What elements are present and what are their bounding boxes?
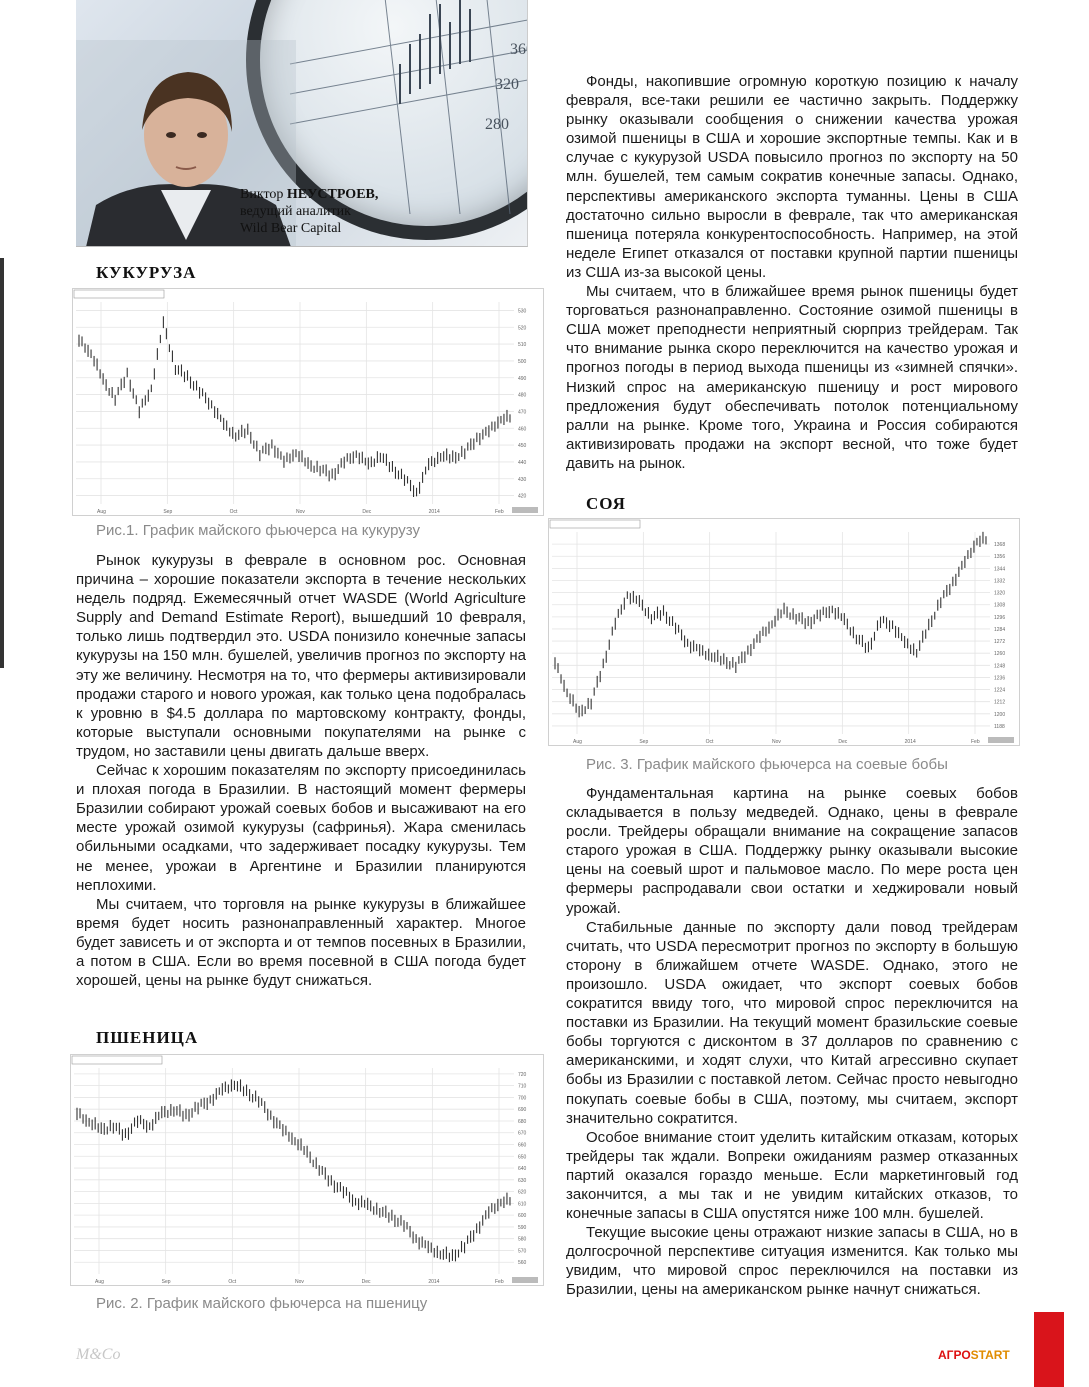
wheat-futures-chart [70,1054,544,1286]
symbol-selector [74,290,164,298]
y-tick-label: 500 [518,358,527,365]
y-tick-label: 690 [518,1107,527,1114]
svg-text:280: 280 [485,116,509,133]
x-tick-label: Dec [361,1279,371,1285]
soy-paragraph-2: Стабильные данные по экспорту дали повод трейдерам считать, что USDA пересмотрит прогноз по экспорту в большую сторону в ближайшем отчете WASDE. Однако, этого не произошло. USDA ожидает, что экспорт соевых бобов сократится ввиду того, что мировой спрос переключится на поставки из Бразилии. На текущий момент бразильские соевые бобы торгуются с дисконтом в 37 долларов по сравнению с американскими, и ходят слухи, что Китай агрессивно скупает бобы из Бразилии с поставкой летом. Сейчас просто невыгодно покупать соевые бобы в США, поэтому, мы считаем, экспорт значительно сократится. [566,918,1018,1127]
wheat-text [566,72,1018,473]
y-tick-label: 1272 [994,639,1006,646]
y-tick-label: 700 [518,1095,527,1102]
y-tick-label: 660 [518,1142,527,1149]
chart-frame [73,289,544,516]
chart-scroll-handle [512,507,538,513]
x-tick-label: Sep [161,1279,171,1285]
fig3-caption: Рис. 3. График майского фьючерса на соевые бобы [586,756,948,773]
soy-paragraph-1: Фундаментальная картина на рынке соевых бобов складывается в пользу медведей. Однако, цены в феврале росли. Трейдеры обращали внимание на сокращение запасов старого урожая в США. Поддержку рынку оказывали высокие цены на соевый шрот и пальмовое масло. По мере роста цен фермеры распродавали свои остатки и хеджировали новый урожай. [566,785,1018,917]
y-tick-label: 680 [518,1118,527,1125]
wheat-chart-svg [70,1054,544,1286]
wheat-paragraph-2: Мы считаем, что в ближайшее время рынок пшеницы будет торговаться разнонаправленно. Состояние озимой пшеницы в США может преподнести неприятный сюрприз трейдерам. Так что внимание рынка скоро переключится на качество урожая и прогноз погоды в период выхода пшеницы из «зимней спячки». Низкий спрос на американскую пшеницу и рост мирового предложения будут обеспечивать потолок потенциальному ралли на рынке. Кроме того, Украина и Россия собираются активизировать продажи на экспорт весной, что тоже будет давить на рынок. [566,283,1018,472]
corn-paragraph-3: Мы считаем, что торговля на рынке кукурузы в ближайшее время будет носить разнонаправленный характер. Многое будет зависеть и от экспорта и от темпов посевных в Бразилии, а потом в США. Если во время посевной в США погода будет хорошей, цены на рынке будут снижаться. [76,895,526,990]
x-tick-label: Aug [573,739,582,745]
y-tick-label: 510 [518,342,527,349]
header-photo [76,0,534,247]
x-tick-label: Feb [971,739,980,745]
svg-text:320: 320 [495,76,519,93]
soy-section-title: СОЯ [586,494,626,513]
x-tick-label: Oct [705,739,714,745]
y-tick-label: 490 [518,375,527,382]
y-tick-label: 1296 [994,614,1006,621]
soy-text [566,784,1018,1300]
fig1-caption: Рис.1. График майского фьючерса на кукурузу [96,522,420,539]
y-tick-label: 560 [518,1260,527,1267]
x-tick-label: Nov [296,509,305,515]
x-tick-label: Aug [95,1279,104,1285]
brand-suffix: START [970,1348,1010,1362]
y-tick-label: 530 [518,308,527,315]
y-tick-label: 1236 [994,675,1006,682]
wheat-paragraph-1: Фонды, накопившие огромную короткую позицию к началу февраля, все-таки решили ее частично закрыть. Поддержку рынку оказывали сообщения о снижении качества урожая озимой пшеницы в США и хорошие экспортные темпы. Как и в случае с кукурузой USDA повысило прогноз по экспорту на 50 млн. бушелей, тем самым сократив конечные запасы. Однако, перспективы американского экспорта туманны. Цены в США достаточно сильно выросли в феврале, так что американская пшеница потеряла конкурентоспособность. Например, на этой неделе Египет отказался от поставки крупной партии пшеницы из США из-за высокой цены. [566,73,1018,281]
x-tick-label: 2014 [428,1279,440,1285]
footer-brand [938,1348,1010,1362]
x-tick-label: Dec [362,509,372,515]
svg-text:360: 360 [510,41,534,58]
page-tab [1034,1312,1064,1387]
author-company: Wild Bear Capital [240,221,342,236]
y-tick-label: 620 [518,1189,527,1196]
x-tick-label: Oct [228,1279,237,1285]
corn-paragraph-2: Сейчас к хорошим показателям по экспорту присоединилась и плохая погода в Бразилии. В настоящий момент фермеры Бразилии собирают урожай соевых бобов и высаживают на его месте урожай озимой кукурузы (сафринья). Жара сменилась обильными осадками, что задерживает посадку кукурузы. Тем не менее, урожаи в Аргентине и Бразилии планируются неплохими. [76,762,526,894]
y-tick-label: 1284 [994,626,1006,633]
y-tick-label: 640 [518,1166,527,1173]
y-tick-label: 610 [518,1201,527,1208]
y-tick-label: 1260 [994,651,1006,658]
chart-scroll-handle [988,737,1014,743]
corn-text [76,551,526,990]
x-tick-label: Sep [163,509,173,515]
author-name [240,186,410,203]
y-tick-label: 590 [518,1224,527,1231]
x-tick-label: Nov [295,1279,304,1285]
y-tick-label: 570 [518,1248,527,1255]
brand-prefix: АГРО [938,1348,971,1362]
wheat-section-title: ПШЕНИЦА [96,1028,199,1047]
y-tick-label: 470 [518,409,527,416]
soy-paragraph-4: Текущие высокие цены отражают низкие запасы в США, но в долгосрочной перспективе ситуация изменится. Как только мы увидим, что мировой спрос переключился на поставки из Бразилии, цены на американском рынке начнут снижаться. [566,1224,1018,1299]
y-tick-label: 460 [518,426,527,433]
symbol-selector [550,520,640,528]
x-tick-label: Feb [495,509,504,515]
fig2-caption: Рис. 2. График майского фьючерса на пшеницу [96,1295,428,1312]
y-tick-label: 600 [518,1213,527,1220]
y-tick-label: 670 [518,1130,527,1137]
y-tick-label: 650 [518,1154,527,1161]
y-tick-label: 1356 [994,554,1006,561]
corn-futures-chart [72,288,544,516]
corn-section-title: КУКУРУЗА [96,263,197,282]
corn-chart-svg [72,288,544,516]
x-tick-label: Dec [838,739,848,745]
footer-logo-mark: M&Co [76,1346,121,1363]
y-tick-label: 720 [518,1071,527,1078]
x-tick-label: Nov [772,739,781,745]
chart-frame [549,519,1020,746]
y-tick-label: 710 [518,1083,527,1090]
corn-paragraph-1: Рынок кукурузы в феврале в основном рос. Основная причина – хорошие показатели экспорта в течение нескольких недель подряд. Ежемесячный отчет WASDE (World Agriculture Supply and Demand Estimate Report), вышедший 10 февраля, только лишь подтвердил это. USDA понизило конечные запасы кукурузы на 150 млн. бушелей, увеличив прогноз по экспорту на эту же величину. Несмотря на то, что фермеры активизировали продажи старого и нового урожая, как только цена подобралась к уровню в $4.5 доллара по мартовскому контракту, фонды, которые выступали основными покупателями на рынке с трудом, но заставили цены двигать дальше вверх. [76,552,526,760]
chart-scroll-handle [512,1277,538,1283]
symbol-selector [72,1056,162,1064]
soy-chart-svg [548,518,1020,746]
y-tick-label: 1368 [994,542,1006,549]
y-tick-label: 1332 [994,578,1006,585]
x-tick-label: 2014 [904,739,916,745]
author-position: ведущий аналитик [240,204,351,219]
y-tick-label: 1344 [994,566,1006,573]
y-tick-label: 1248 [994,663,1006,670]
y-tick-label: 450 [518,443,527,450]
y-tick-label: 1308 [994,602,1006,609]
y-tick-label: 1224 [994,687,1006,694]
left-edge-bar [0,258,4,668]
y-tick-label: 420 [518,493,527,500]
y-tick-label: 1320 [994,590,1006,597]
soy-futures-chart [548,518,1020,746]
y-tick-label: 1200 [994,711,1006,718]
author-caption [240,186,410,237]
y-tick-label: 440 [518,459,527,466]
y-tick-label: 480 [518,392,527,399]
author-last-name: НЕУСТРОЕВ, [286,187,379,202]
soy-paragraph-3: Особое внимание стоит уделить китайским отказам, которых трейдеры так ждали. Вопреки ожиданиям размер отказанных партий оказался гораздо меньше. Если маркетинговый год закончится, а мы так и не увидим китайских отказов, то конечные запасы в США опустятся ниже 100 млн. бушелей. [566,1128,1018,1223]
y-tick-label: 630 [518,1177,527,1184]
x-tick-label: Aug [97,509,106,515]
x-tick-label: Oct [229,509,238,515]
y-tick-label: 430 [518,476,527,483]
x-tick-label: Sep [639,739,649,745]
x-tick-label: 2014 [428,509,440,515]
author-first-name: Виктор [240,187,284,202]
y-tick-label: 1188 [994,723,1005,730]
y-tick-label: 520 [518,325,527,332]
y-tick-label: 580 [518,1236,527,1243]
x-tick-label: Feb [495,1279,504,1285]
y-tick-label: 1212 [994,699,1006,706]
